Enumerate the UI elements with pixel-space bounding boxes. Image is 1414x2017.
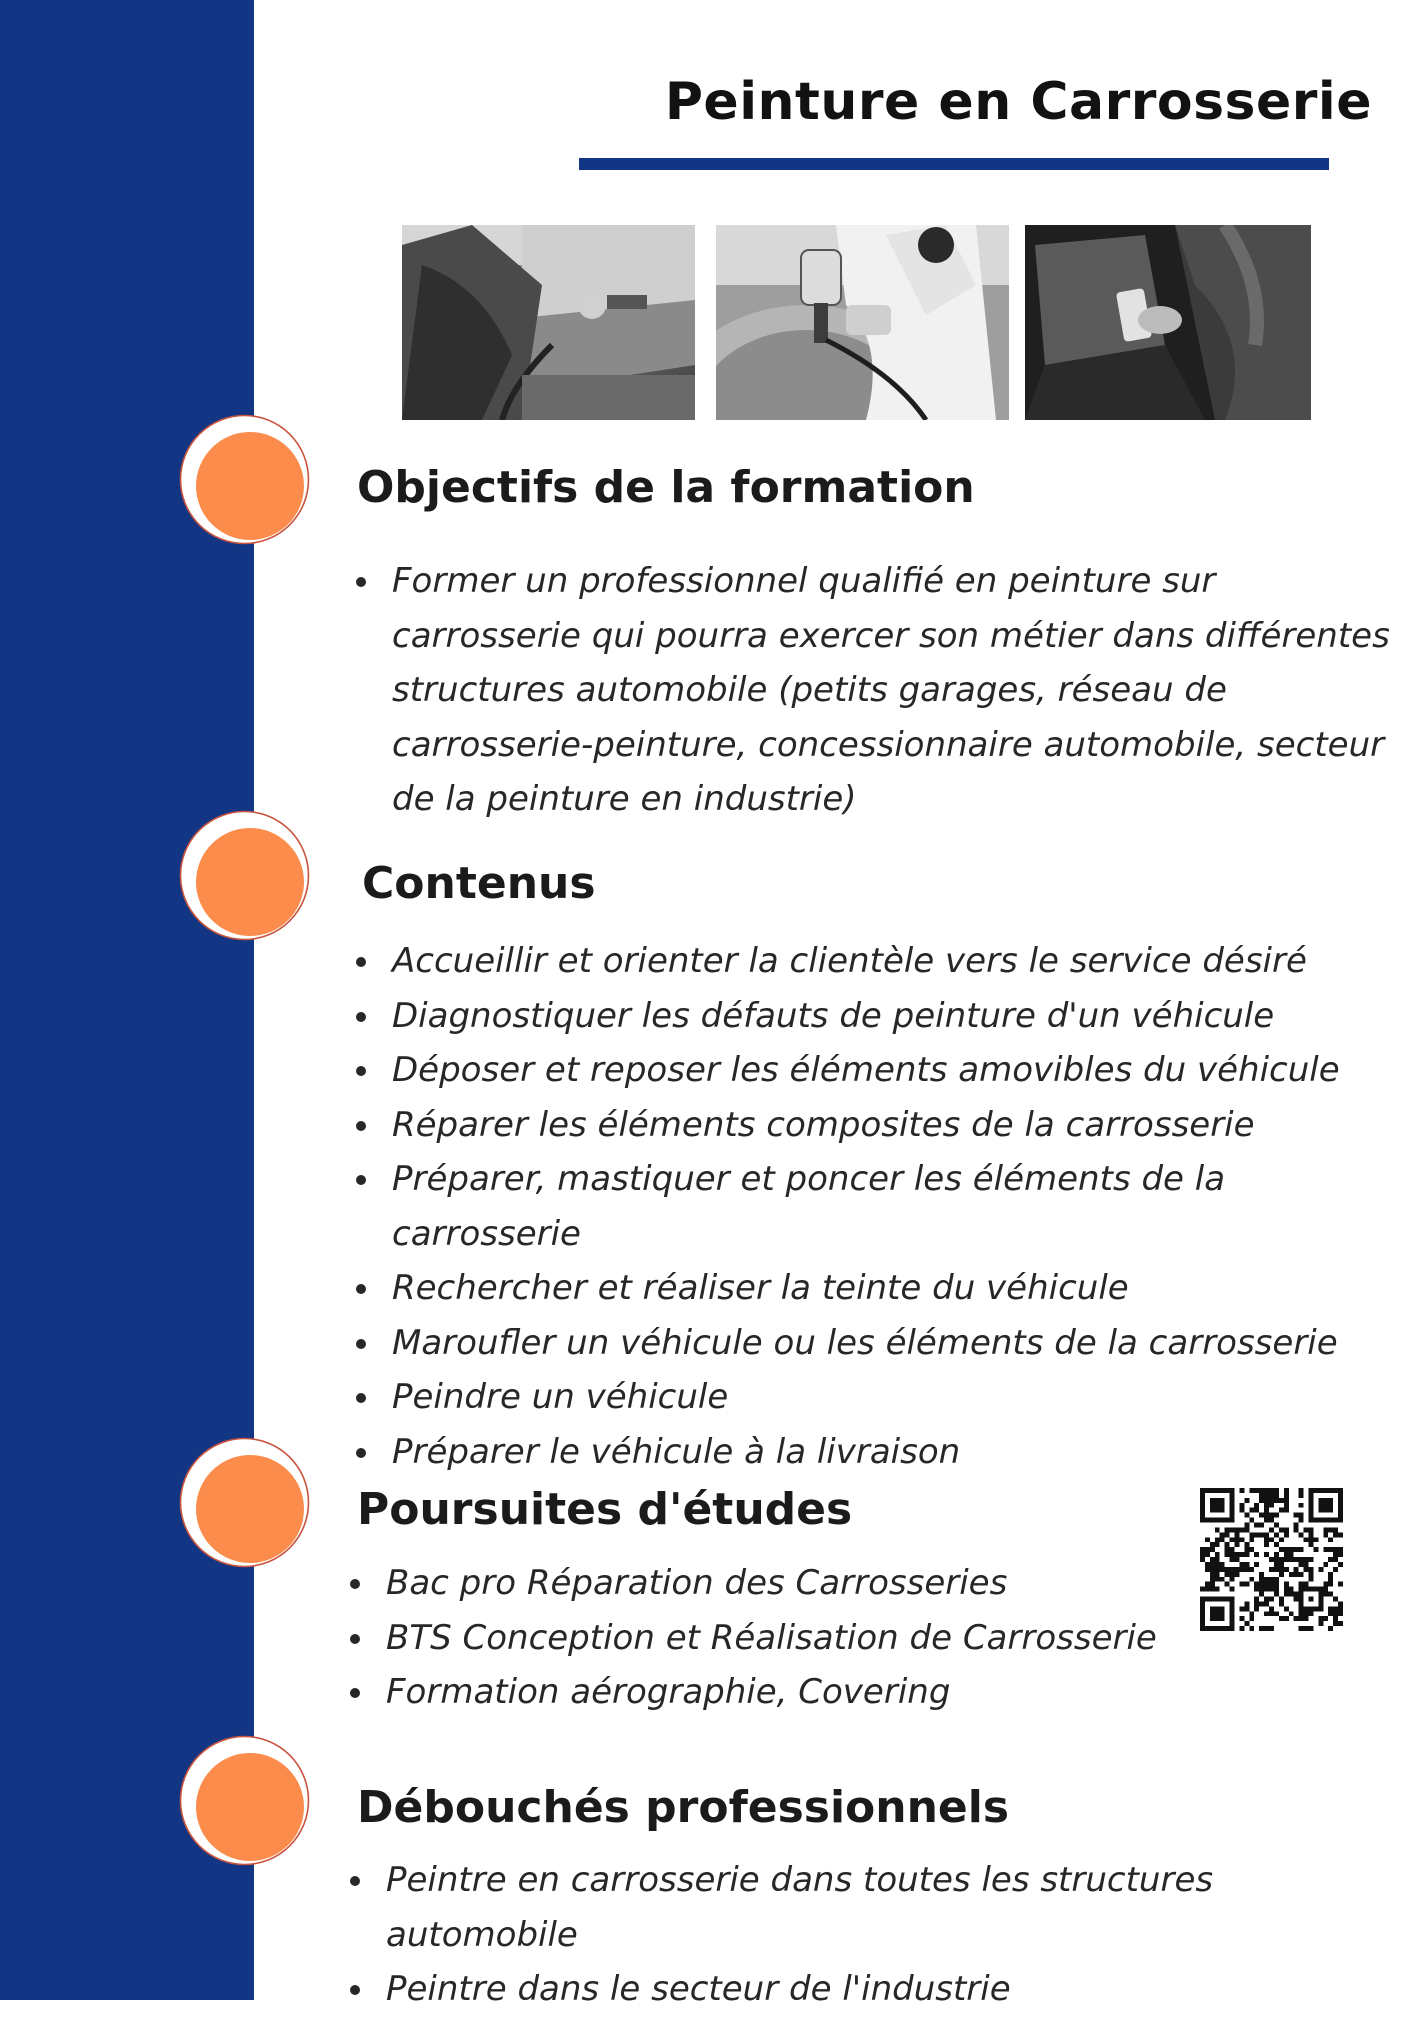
qr-code-icon (1200, 1488, 1343, 1631)
section-marker-circle (177, 1435, 312, 1570)
poursuites-list (348, 1556, 1188, 1720)
section-marker-circle (177, 808, 312, 943)
contenus-list (354, 934, 1394, 1479)
section-heading-debouches: Débouchés professionnels (357, 1782, 1010, 1833)
photo-sanding-panel (1025, 225, 1311, 420)
list-item: Formation aérographie, Covering (348, 1665, 1188, 1720)
list-item: Diagnostiquer les défauts de peinture d'un véhicule (354, 989, 1394, 1044)
list-item: Bac pro Réparation des Carrosseries (348, 1556, 1188, 1611)
list-item: Préparer le véhicule à la livraison (354, 1425, 1394, 1480)
list-item: Former un professionnel qualifié en peinture sur carrosserie qui pourra exercer son métier dans différentes structures automobile (petits garages, réseau de carrosserie-peinture, concessionnaire automobile, secteur de la peinture en industrie) (354, 554, 1394, 827)
section-marker-circle (177, 1733, 312, 1868)
section-heading-poursuites: Poursuites d'études (357, 1484, 853, 1535)
list-item: BTS Conception et Réalisation de Carrosserie (348, 1611, 1188, 1666)
debouches-list (348, 1853, 1398, 2017)
list-item: Peintre dans le secteur de l'industrie (348, 1962, 1398, 2017)
list-item: Rechercher et réaliser la teinte du véhicule (354, 1261, 1394, 1316)
photo-strip (402, 225, 1304, 420)
list-item: Réparer les éléments composites de la carrosserie (354, 1098, 1394, 1153)
list-item: Déposer et reposer les éléments amovibles du véhicule (354, 1043, 1394, 1098)
section-heading-objectifs: Objectifs de la formation (357, 462, 975, 513)
page-title: Peinture en Carrosserie (664, 72, 1372, 132)
photo-spray-painting (716, 225, 1009, 420)
list-item: Préparer, mastiquer et poncer les éléments de la carrosserie (354, 1152, 1394, 1261)
title-underline (579, 158, 1329, 170)
list-item: Maroufler un véhicule ou les éléments de la carrosserie (354, 1316, 1394, 1371)
photo-metal-work (402, 225, 695, 420)
list-item: Peindre un véhicule (354, 1370, 1394, 1425)
list-item: Peintre en carrosserie dans toutes les structures automobile (348, 1853, 1398, 1962)
left-sidebar-band (0, 0, 254, 2000)
list-item: Accueillir et orienter la clientèle vers le service désiré (354, 934, 1394, 989)
section-marker-circle (177, 412, 312, 547)
objectifs-list (354, 554, 1394, 827)
section-heading-contenus: Contenus (362, 858, 596, 909)
